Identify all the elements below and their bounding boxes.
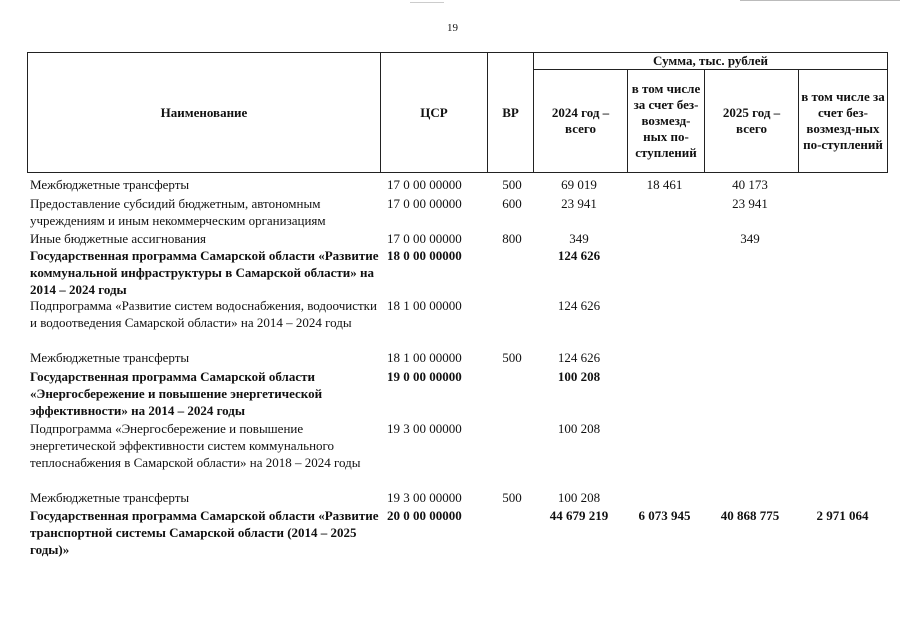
- row-2024-total: 124 626: [557, 350, 601, 365]
- row-csr: 19 0 00 00000: [387, 369, 462, 384]
- row-2024-total: 100 208: [557, 421, 601, 436]
- row-vr: 600: [502, 196, 522, 211]
- column-group-sum: Сумма, тыс. рублей: [533, 53, 887, 70]
- row-csr: 18 1 00 00000: [387, 350, 462, 365]
- row-name: Предоставление субсидий бюджетным, автономным учреждениям и иным некоммерческим организациям: [30, 196, 326, 228]
- row-2024-total: 124 626: [557, 248, 601, 263]
- row-vr: 500: [502, 350, 522, 365]
- row-2025-total: 40 173: [732, 177, 768, 192]
- row-name: Государственная программа Самарской области «Развитие коммунальной инфраструктуры в Самарской области» на 2014 – 2024 годы: [30, 248, 379, 297]
- row-2024-total: 23 941: [561, 196, 597, 211]
- row-2025-total: 23 941: [732, 196, 768, 211]
- row-vr: 500: [502, 490, 522, 505]
- row-csr: 17 0 00 00000: [387, 177, 462, 192]
- row-csr: 19 3 00 00000: [387, 490, 462, 505]
- row-csr: 18 1 00 00000: [387, 298, 462, 313]
- row-name: Подпрограмма «Энергосбережение и повышение энергетической эффективности систем коммунального теплоснабжения в Самарской области» на 2018 – 2024 годы: [30, 421, 361, 470]
- scan-artifact: [740, 0, 900, 1]
- row-2025-total: 40 868 775: [720, 508, 780, 523]
- row-2024-total: 44 679 219: [549, 508, 609, 523]
- row-2024-grants: 6 073 945: [638, 508, 691, 523]
- column-header-vr: ВР: [487, 53, 533, 172]
- row-name: Подпрограмма «Развитие систем водоснабжения, водоочистки и водоотведения Самарской области» на 2014 – 2024 годы: [30, 298, 377, 330]
- row-name: Государственная программа Самарской области «Энергосбережение и повышение энергетической эффективности» на 2014 – 2024 годы: [30, 369, 323, 418]
- row-2024-total: 100 208: [557, 369, 601, 384]
- row-2024-total: 100 208: [557, 490, 601, 505]
- column-header-csr: ЦСР: [380, 53, 487, 172]
- row-2024-total: 69 019: [561, 177, 597, 192]
- row-name: Межбюджетные трансферты: [30, 350, 190, 365]
- row-csr: 17 0 00 00000: [387, 196, 462, 211]
- column-header-2025-total: 2025 год – всего: [704, 70, 798, 172]
- row-2024-total: 124 626: [557, 298, 601, 313]
- row-name: Межбюджетные трансферты: [30, 490, 190, 505]
- column-header-2025-grants: в том числе за счет без-возмезд-ных по-ступлений: [798, 70, 887, 172]
- column-header-2024-total: 2024 год – всего: [533, 70, 627, 172]
- row-2024-grants: 18 461: [646, 177, 683, 192]
- row-2025-grants: 2 971 064: [816, 508, 869, 523]
- row-vr: 500: [502, 177, 522, 192]
- table-header: [27, 52, 888, 173]
- scan-artifact: [410, 2, 444, 3]
- row-2024-total: 349: [569, 231, 589, 246]
- row-csr: 18 0 00 00000: [387, 248, 462, 263]
- row-csr: 20 0 00 00000: [387, 508, 462, 523]
- page-number: 19: [447, 22, 458, 34]
- row-name: Государственная программа Самарской области «Развитие транспортной системы Самарской области (2014 – 2025 годы)»: [30, 508, 379, 557]
- row-csr: 17 0 00 00000: [387, 231, 462, 246]
- column-header-name: Наименование: [160, 104, 248, 120]
- row-name: Межбюджетные трансферты: [30, 177, 190, 192]
- row-2025-total: 349: [740, 231, 760, 246]
- row-name: Иные бюджетные ассигнования: [30, 231, 207, 246]
- row-vr: 800: [502, 231, 522, 246]
- column-header-2024-grants: в том числе за счет без-возмезд-ных по-ступлений: [627, 70, 704, 172]
- row-csr: 19 3 00 00000: [387, 421, 462, 436]
